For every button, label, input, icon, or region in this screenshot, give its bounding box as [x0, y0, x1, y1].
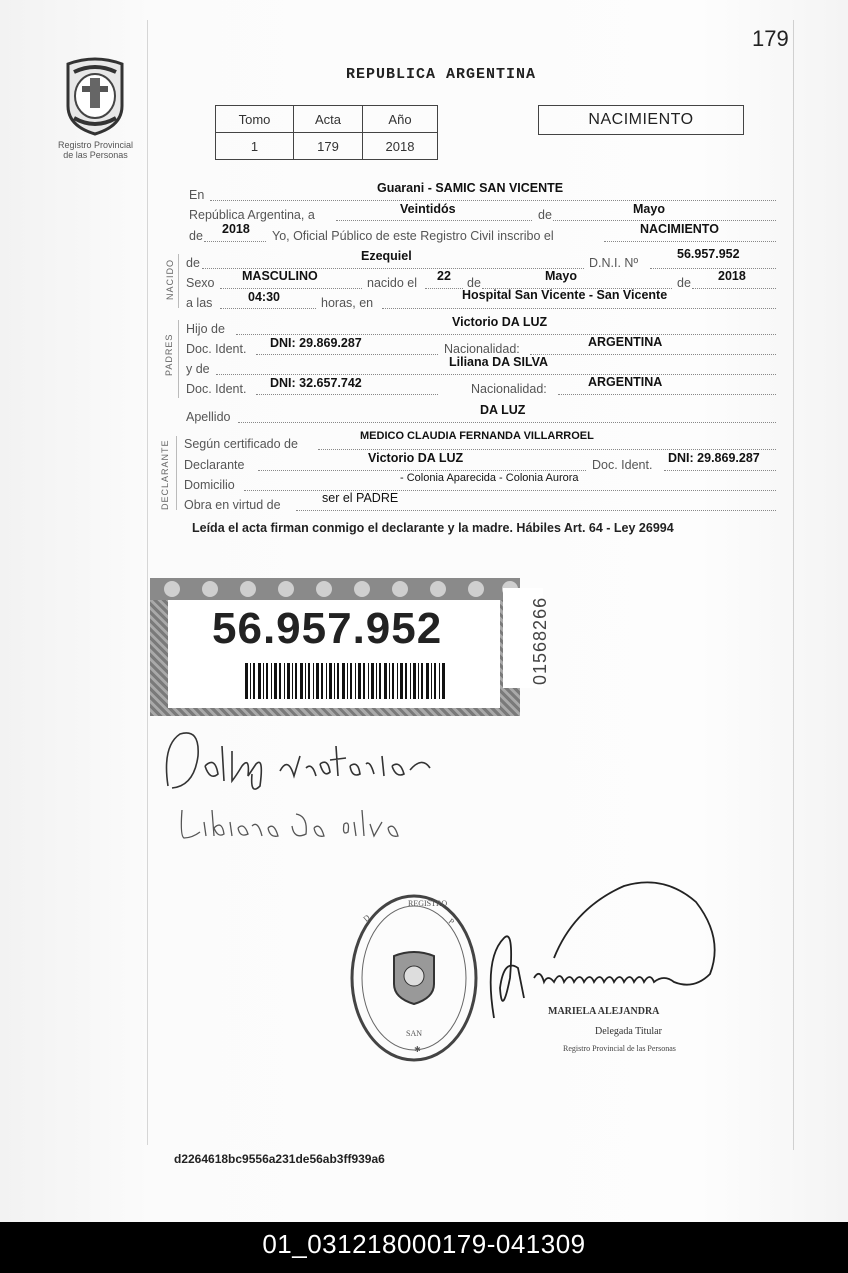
section-label-declarante: DECLARANTE: [160, 439, 170, 510]
label-doc-ident: Doc. Ident.: [592, 458, 653, 472]
label-horas-en: horas, en: [321, 296, 374, 310]
official-seal-icon: [348, 892, 480, 1064]
value-madre: Liliana DA SILVA: [449, 355, 549, 369]
dni-sticker: [150, 578, 520, 716]
label-de: de: [467, 276, 481, 290]
label-y-de: y de: [186, 362, 210, 376]
value-apellido: DA LUZ: [480, 403, 526, 417]
record-type-box: NACIMIENTO: [538, 105, 744, 135]
label-en: En: [189, 188, 205, 202]
value-dni: 56.957.952: [677, 247, 740, 261]
value-declarante-doc: DNI: 29.869.287: [668, 451, 760, 465]
document-hash: d2264618bc9556a231de56ab3ff939a6: [174, 1152, 385, 1166]
label-nacido-el: nacido el: [367, 276, 418, 290]
file-id-footer: 01_031218000179-041309: [0, 1222, 848, 1273]
svg-text:REGISTRO: REGISTRO: [408, 899, 448, 908]
value-domicilio: - Colonia Aparecida - Colonia Aurora: [400, 472, 579, 484]
svg-text:SAN: SAN: [406, 1029, 423, 1038]
left-margin-line: [147, 20, 148, 1145]
value-obra: ser el PADRE: [322, 491, 399, 505]
label-apellido: Apellido: [186, 410, 231, 424]
label-dni: D.N.I. Nº: [589, 256, 639, 270]
value-madre-doc: DNI: 32.657.742: [270, 376, 362, 390]
label-de: de: [677, 276, 691, 290]
sticker-number: 56.957.952: [212, 604, 443, 653]
value-padre: Victorio DA LUZ: [452, 315, 548, 329]
dotted-line: [664, 456, 776, 471]
value-acta: 179: [294, 133, 363, 160]
value-padre-nacionalidad: ARGENTINA: [588, 335, 663, 349]
padres-bracket: [178, 320, 179, 398]
value-anio: 2018: [363, 133, 438, 160]
logo-caption: [48, 140, 143, 160]
mother-signature-icon: [178, 806, 428, 844]
sticker-side-code: 01568266: [530, 596, 550, 685]
folio-number: 179: [752, 26, 789, 51]
document-title: REPUBLICA ARGENTINA: [346, 66, 537, 83]
value-anio-nac: 2018: [718, 269, 746, 283]
svg-text:D: D: [361, 912, 372, 924]
value-padre-doc: DNI: 29.869.287: [270, 336, 362, 350]
nacido-bracket: [178, 254, 179, 308]
svg-text:P: P: [446, 916, 456, 927]
value-mes: Mayo: [633, 202, 665, 216]
svg-text:✱: ✱: [414, 1045, 421, 1054]
value-declarante: Victorio DA LUZ: [368, 451, 464, 465]
value-tipo-inscripcion: NACIMIENTO: [640, 222, 719, 236]
label-de: de: [538, 208, 552, 222]
registry-value-row: [216, 133, 438, 160]
label-doc-ident: Doc. Ident.: [186, 382, 247, 396]
label-segun-certificado: Según certificado de: [184, 437, 298, 451]
logo-caption-line2: de las Personas: [63, 150, 128, 160]
value-anio: 2018: [222, 222, 250, 236]
registry-logo-icon: [60, 56, 130, 136]
label-a-las: a las: [186, 296, 213, 310]
section-label-padres: PADRES: [164, 333, 174, 376]
label-nacionalidad: Nacionalidad:: [471, 382, 547, 396]
value-madre-nacionalidad: ARGENTINA: [588, 375, 663, 389]
value-mes-nac: Mayo: [545, 269, 577, 283]
value-dia-nac: 22: [437, 269, 451, 283]
father-signature-icon: [160, 726, 440, 796]
value-dia-letras: Veintidós: [400, 202, 456, 216]
registry-header-row: [216, 106, 438, 133]
officer-name: MARIELA ALEJANDRA: [548, 1006, 660, 1017]
dotted-line: [482, 274, 672, 289]
label-obra: Obra en virtud de: [184, 498, 281, 512]
label-de: de: [189, 229, 203, 243]
sticker-pattern-icon: [150, 578, 520, 600]
value-hora: 04:30: [248, 290, 280, 304]
header-anio: Año: [363, 106, 438, 133]
label-yo: Yo, Oficial Público de este Registro Civil inscribo el: [272, 229, 554, 243]
label-doc-ident: Doc. Ident.: [186, 342, 247, 356]
label-declarante: Declarante: [184, 458, 245, 472]
barcode-icon: [245, 663, 445, 699]
section-label-nacido: NACIDO: [165, 258, 175, 300]
declarante-bracket: [176, 436, 177, 510]
label-domicilio: Domicilio: [184, 478, 235, 492]
registry-table: [215, 105, 438, 160]
value-lugar-nac: Hospital San Vicente - San Vicente: [462, 288, 668, 302]
value-nombre: Ezequiel: [361, 249, 412, 263]
label-republica: República Argentina, a: [189, 208, 315, 222]
label-nacionalidad: Nacionalidad:: [444, 342, 520, 356]
value-sexo: MASCULINO: [242, 269, 318, 283]
officer-office: Registro Provincial de las Personas: [563, 1044, 676, 1053]
label-de: de: [186, 256, 200, 270]
value-tomo: 1: [216, 133, 294, 160]
logo-caption-line1: Registro Provincial: [57, 140, 134, 150]
header-acta: Acta: [294, 106, 363, 133]
closing-statement: Leída el acta firman conmigo el declarante y la madre. Hábiles Art. 64 - Ley 26994: [192, 521, 674, 535]
right-margin-line: [793, 20, 794, 1150]
value-certificado: MEDICO CLAUDIA FERNANDA VILLARROEL: [360, 430, 594, 442]
label-hijo-de: Hijo de: [186, 322, 225, 336]
header-tomo: Tomo: [216, 106, 294, 133]
value-lugar: Guarani - SAMIC SAN VICENTE: [377, 181, 564, 195]
label-sexo: Sexo: [186, 276, 215, 290]
officer-role: Delegada Titular: [595, 1026, 662, 1037]
